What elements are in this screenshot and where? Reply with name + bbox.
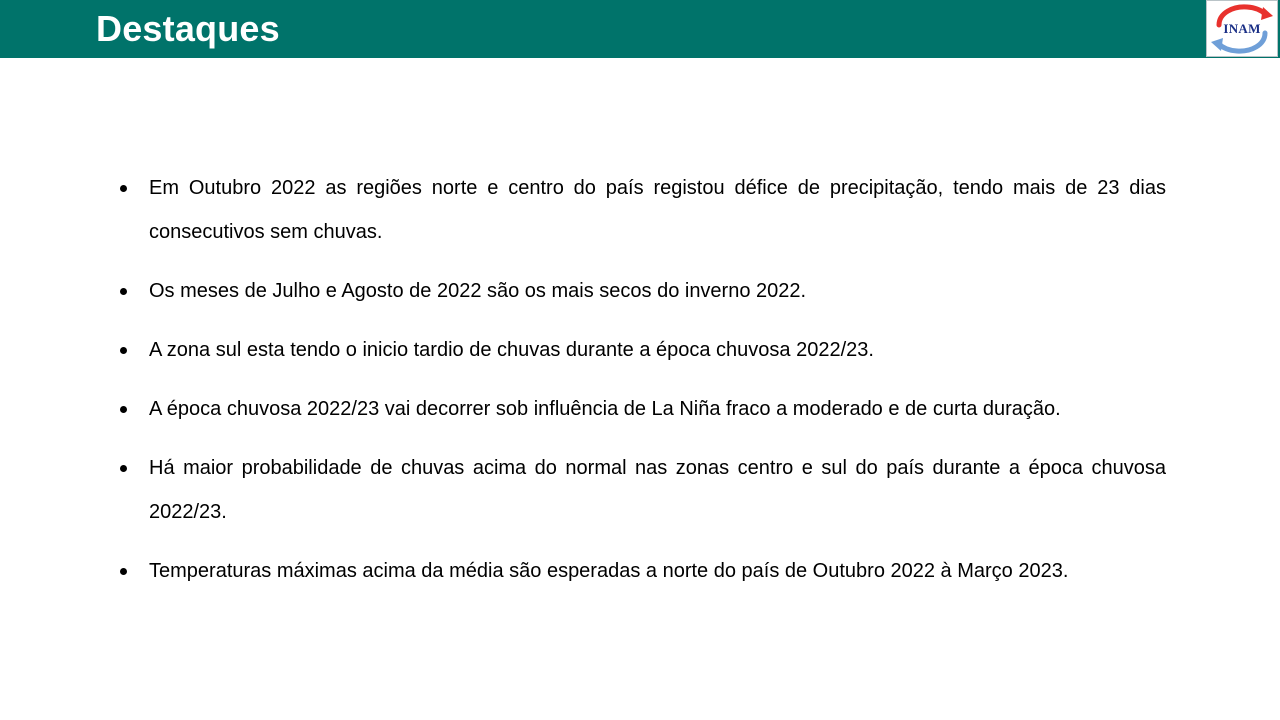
highlight-text: A época chuvosa 2022/23 vai decorrer sob influência de La Niña fraco a moderado e de curta duração. bbox=[149, 398, 1061, 420]
bullet-dot-icon bbox=[120, 465, 127, 472]
highlights-list bbox=[116, 166, 1166, 608]
highlight-item bbox=[116, 166, 1166, 254]
bullet-dot-icon bbox=[120, 288, 127, 295]
bullet-dot-icon bbox=[120, 185, 127, 192]
highlight-text: Há maior probabilidade de chuvas acima do normal nas zonas centro e sul do país durante a época chuvosa 2022/23. bbox=[149, 457, 1166, 523]
highlight-item bbox=[116, 269, 1166, 313]
highlight-text: Em Outubro 2022 as regiões norte e centro do país registou défice de precipitação, tendo mais de 23 dias consecutivos sem chuvas. bbox=[149, 177, 1166, 243]
slide-title: Destaques bbox=[96, 8, 280, 49]
inam-logo-text: INAM bbox=[1223, 21, 1261, 36]
highlight-item bbox=[116, 549, 1166, 593]
bullet-dot-icon bbox=[120, 406, 127, 413]
highlight-text: Os meses de Julho e Agosto de 2022 são os mais secos do inverno 2022. bbox=[149, 280, 807, 302]
header-bar bbox=[0, 0, 1280, 58]
bullet-dot-icon bbox=[120, 568, 127, 575]
highlight-item bbox=[116, 387, 1166, 431]
highlight-text: A zona sul esta tendo o inicio tardio de chuvas durante a época chuvosa 2022/23. bbox=[149, 339, 874, 361]
highlight-item bbox=[116, 446, 1166, 534]
inam-logo bbox=[1206, 0, 1278, 57]
bullet-dot-icon bbox=[120, 347, 127, 354]
highlight-item bbox=[116, 328, 1166, 372]
highlight-text: Temperaturas máximas acima da média são esperadas a norte do país de Outubro 2022 à Março 2023. bbox=[149, 560, 1069, 582]
